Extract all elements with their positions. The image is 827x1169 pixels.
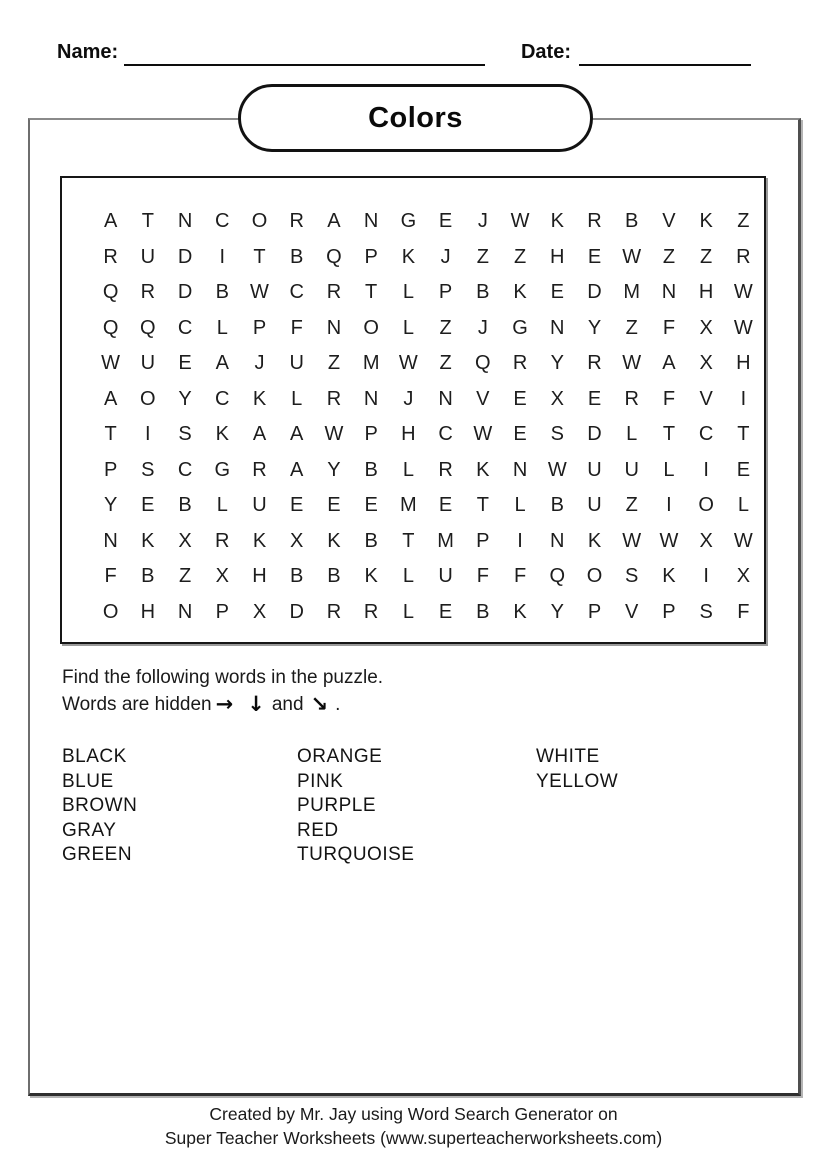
grid-letter: L — [626, 423, 638, 446]
grid-letter: I — [703, 458, 709, 481]
grid-letter: R — [512, 352, 528, 375]
word-list-item: GREEN — [62, 844, 133, 865]
grid-letter: U — [624, 458, 639, 481]
grid-letter: B — [625, 210, 639, 233]
grid-letter: M — [437, 529, 454, 552]
grid-letter: E — [290, 494, 304, 517]
grid-letter: B — [364, 458, 378, 481]
grid-letter: J — [477, 210, 488, 233]
grid-letter: W — [473, 423, 493, 446]
grid-letter: Q — [326, 245, 342, 268]
grid-letter: N — [550, 316, 565, 339]
grid-letter: T — [402, 529, 415, 552]
grid-letter: P — [438, 281, 453, 304]
grid-letter: Y — [550, 352, 564, 375]
grid-letter: T — [104, 423, 117, 446]
grid-letter: V — [625, 600, 639, 623]
grid-letter: L — [216, 316, 228, 339]
grid-letter: C — [698, 423, 714, 446]
grid-letter: Q — [549, 565, 566, 588]
grid-letter: R — [438, 458, 453, 481]
grid-letter: K — [401, 245, 416, 268]
page-title: Colors — [368, 101, 463, 134]
instructions-line2-prefix: Words are hidden — [62, 694, 212, 715]
grid-letter: L — [402, 565, 414, 588]
grid-letter: Z — [327, 352, 341, 375]
grid-letter: B — [178, 494, 192, 517]
grid-letter: C — [438, 423, 453, 446]
grid-letter: J — [440, 245, 451, 268]
word-list-item: PURPLE — [297, 795, 377, 816]
grid-letter: E — [364, 494, 378, 517]
grid-letter: W — [101, 352, 121, 375]
grid-letter: G — [214, 458, 231, 481]
grid-letter: H — [736, 352, 751, 375]
grid-letter: P — [587, 600, 602, 623]
footer-line1: Created by Mr. Jay using Word Search Generator on — [209, 1104, 618, 1124]
grid-letter: W — [733, 529, 753, 552]
grid-letter: B — [327, 565, 341, 588]
grid-letter: E — [587, 245, 602, 268]
word-list-item: BLUE — [62, 770, 114, 792]
grid-letter: S — [141, 458, 155, 481]
grid-letter: T — [476, 494, 489, 517]
grid-letter: R — [326, 281, 342, 304]
grid-letter: L — [663, 458, 675, 481]
grid-letter: I — [740, 387, 747, 410]
grid-letter: F — [476, 565, 489, 588]
grid-letter: L — [514, 494, 526, 517]
grid-letter: A — [103, 387, 118, 410]
grid-letter: V — [699, 387, 713, 410]
grid-letter: M — [362, 352, 380, 375]
grid-letter: V — [662, 210, 676, 233]
grid-letter: P — [364, 245, 378, 268]
date-label: Date: — [520, 41, 571, 63]
grid-letter: R — [624, 387, 639, 410]
grid-letter: W — [510, 210, 530, 233]
grid-letter: I — [517, 529, 523, 552]
grid-letter: M — [400, 494, 417, 517]
grid-letter: F — [737, 600, 750, 623]
grid-letter: K — [550, 210, 564, 233]
grid-letter: Z — [178, 565, 192, 588]
grid-letter: Z — [513, 245, 527, 268]
grid-letter: O — [363, 316, 379, 339]
grid-letter: K — [513, 281, 527, 304]
grid-letter: X — [550, 387, 564, 410]
grid-letter: V — [476, 387, 490, 410]
grid-letter: E — [438, 210, 453, 233]
grid-letter: D — [289, 600, 304, 623]
grid-letter: T — [365, 281, 378, 304]
grid-letter: L — [402, 458, 414, 481]
grid-letter: E — [178, 352, 192, 375]
word-list-item: PINK — [297, 770, 344, 792]
grid-letter: B — [215, 281, 229, 304]
footer-credit — [0, 1103, 827, 1150]
grid-letter: B — [364, 529, 378, 552]
name-write-line — [124, 40, 485, 66]
grid-letter: U — [587, 494, 602, 517]
grid-letter: W — [622, 529, 642, 552]
footer-line2: Super Teacher Worksheets (www.superteacherworksheets.com) — [164, 1127, 663, 1148]
grid-letter: O — [586, 565, 603, 588]
grid-letter: B — [476, 281, 490, 304]
grid-letter: N — [103, 529, 118, 552]
instructions — [62, 665, 383, 718]
grid-letter: Q — [102, 316, 119, 339]
puzzle-grid — [60, 176, 766, 644]
grid-letter: U — [140, 245, 156, 268]
grid-letter: X — [215, 565, 229, 588]
grid-letter: T — [141, 210, 154, 233]
grid-letter: Z — [737, 210, 750, 233]
grid-letter: T — [662, 423, 676, 446]
grid-letter: X — [290, 529, 304, 552]
grid-letter: Z — [439, 316, 452, 339]
grid-letter: A — [662, 352, 676, 375]
grid-letter: X — [699, 316, 713, 339]
diagonal-arrow-icon: ↘ — [310, 692, 329, 716]
grid-letter: K — [476, 458, 490, 481]
grid-letter: E — [587, 387, 602, 410]
grid-letter: O — [140, 387, 156, 410]
grid-letter: Q — [475, 352, 491, 375]
grid-letter: E — [438, 600, 453, 623]
grid-letter: U — [289, 352, 304, 375]
grid-letter: K — [587, 529, 602, 552]
grid-letter: Z — [662, 245, 676, 268]
grid-letter: I — [219, 245, 226, 268]
grid-letter: R — [289, 210, 304, 233]
grid-letter: L — [402, 316, 414, 339]
grid-letter: X — [736, 565, 751, 588]
grid-letter: Y — [587, 316, 602, 339]
grid-letter: C — [289, 281, 304, 304]
grid-letter: Z — [625, 316, 638, 339]
grid-letter: W — [324, 423, 344, 446]
grid-letter: Y — [178, 387, 192, 410]
grid-letter: U — [438, 565, 453, 588]
grid-letter: A — [290, 458, 304, 481]
grid-letter: Z — [625, 494, 638, 517]
grid-letter: F — [104, 565, 117, 588]
grid-letter: E — [438, 494, 453, 517]
date-write-line — [579, 40, 751, 66]
right-arrow-icon: → — [215, 692, 234, 716]
grid-letter: E — [513, 387, 527, 410]
grid-letter: T — [737, 423, 750, 446]
grid-letter: H — [698, 281, 714, 304]
header-row — [57, 40, 751, 64]
grid-letter: N — [438, 387, 453, 410]
grid-letter: H — [252, 565, 267, 588]
grid-letter: Y — [103, 494, 118, 517]
grid-letter: F — [662, 316, 676, 339]
grid-letter: W — [622, 245, 642, 268]
grid-letter: R — [140, 281, 156, 304]
grid-letter: K — [364, 565, 378, 588]
grid-letter: E — [141, 494, 155, 517]
grid-letter: R — [326, 387, 342, 410]
grid-letter: K — [327, 529, 341, 552]
grid-letter: R — [326, 600, 342, 623]
grid-letter: E — [550, 281, 564, 304]
grid-letter: W — [547, 458, 567, 481]
grid-letter: K — [215, 423, 229, 446]
grid-letter: I — [145, 423, 151, 446]
grid-letter: B — [141, 565, 155, 588]
grid-letter: P — [252, 316, 267, 339]
word-list-item: GRAY — [62, 819, 117, 841]
grid-letter: L — [737, 494, 749, 517]
grid-letter: A — [215, 352, 229, 375]
word-list-item: TURQUOISE — [297, 844, 415, 865]
grid-letter: W — [622, 352, 642, 375]
word-list-item: YELLOW — [536, 770, 619, 792]
grid-letter: N — [363, 210, 379, 233]
grid-letter: L — [402, 281, 414, 304]
word-list-column — [297, 745, 536, 868]
grid-letter: C — [215, 210, 230, 233]
grid-letter: A — [252, 423, 267, 446]
grid-letter: F — [662, 387, 676, 410]
grid-letter: C — [177, 316, 193, 339]
grid-letter: R — [587, 210, 602, 233]
grid-letter: P — [364, 423, 378, 446]
grid-letter: N — [550, 529, 565, 552]
grid-letter: N — [363, 387, 379, 410]
grid-letter: P — [662, 600, 676, 623]
instructions-line2 — [62, 691, 383, 718]
grid-letter: W — [733, 281, 753, 304]
grid-letter: S — [625, 565, 639, 588]
grid-letter: W — [659, 529, 679, 552]
grid-letter: X — [699, 529, 713, 552]
grid-letter: O — [698, 494, 714, 517]
grid-letter: R — [252, 458, 267, 481]
grid-letter: L — [216, 494, 228, 517]
grid-letter: J — [403, 387, 414, 410]
grid-letter: S — [550, 423, 564, 446]
grid-letter: A — [103, 210, 118, 233]
grid-letter: D — [177, 281, 193, 304]
grid-letter: E — [327, 494, 341, 517]
grid-letter: B — [476, 600, 490, 623]
grid-letter: O — [102, 600, 119, 623]
grid-letter: C — [177, 458, 193, 481]
grid-letter: N — [177, 600, 193, 623]
grid-letter: K — [252, 387, 267, 410]
instructions-period: . — [335, 694, 341, 715]
grid-letter: X — [699, 352, 713, 375]
grid-letter: B — [550, 494, 564, 517]
word-list-item: WHITE — [536, 746, 600, 767]
grid-letter: E — [736, 458, 751, 481]
grid-letter: X — [252, 600, 267, 623]
instructions-and-text: and — [271, 694, 304, 715]
grid-letter: R — [587, 352, 602, 375]
grid-letter: N — [177, 210, 193, 233]
grid-letter: K — [662, 565, 676, 588]
grid-letter: Z — [700, 245, 713, 268]
grid-letter: R — [215, 529, 230, 552]
grid-letter: Y — [550, 600, 564, 623]
grid-letter: D — [587, 281, 602, 304]
grid-letter: K — [252, 529, 267, 552]
grid-letter: P — [215, 600, 229, 623]
grid-letter: M — [623, 281, 641, 304]
grid-letter: Q — [140, 316, 156, 339]
grid-letter: R — [363, 600, 379, 623]
grid-letter: D — [177, 245, 193, 268]
grid-letter: B — [290, 245, 304, 268]
grid-letter: P — [103, 458, 118, 481]
grid-letter: T — [253, 245, 266, 268]
grid-letter: W — [398, 352, 418, 375]
grid-letter: H — [140, 600, 156, 623]
grid-letter: D — [587, 423, 602, 446]
grid-letter: S — [178, 423, 192, 446]
grid-letter: U — [587, 458, 602, 481]
grid-letter: N — [512, 458, 528, 481]
grid-letter: L — [291, 387, 303, 410]
name-label: Name: — [57, 41, 119, 63]
grid-letter: S — [699, 600, 713, 623]
title-pill — [238, 84, 593, 152]
grid-letter: U — [140, 352, 156, 375]
grid-letter: J — [477, 316, 488, 339]
grid-letter: N — [326, 316, 342, 339]
grid-letter: G — [400, 210, 417, 233]
grid-letter: H — [550, 245, 565, 268]
grid-letter: P — [476, 529, 490, 552]
grid-letter: A — [327, 210, 341, 233]
grid-letter: F — [290, 316, 303, 339]
grid-letter: W — [733, 316, 753, 339]
grid-letter: E — [513, 423, 527, 446]
word-list-item: BROWN — [62, 795, 138, 816]
grid-letter: O — [251, 210, 268, 233]
grid-letter: J — [254, 352, 265, 375]
instructions-line1: Find the following words in the puzzle. — [62, 667, 384, 688]
grid-letter: A — [290, 423, 304, 446]
grid-letter: N — [661, 281, 677, 304]
grid-letter: C — [215, 387, 230, 410]
grid-letter: X — [178, 529, 192, 552]
grid-letter: R — [736, 245, 751, 268]
grid-letter: U — [252, 494, 267, 517]
grid-letter: K — [699, 210, 713, 233]
word-list-item: BLACK — [62, 746, 127, 767]
word-list-column — [62, 745, 297, 868]
grid-letter: K — [141, 529, 155, 552]
word-list-item: ORANGE — [297, 746, 383, 767]
grid-letter: I — [666, 494, 672, 517]
grid-letter: W — [250, 281, 269, 304]
word-list-column — [536, 745, 696, 868]
down-arrow-icon: ↓ — [247, 692, 265, 716]
grid-letter: Q — [102, 281, 119, 304]
grid-letter: I — [703, 565, 709, 588]
grid-letter: G — [512, 316, 528, 339]
grid-letter: Z — [439, 352, 452, 375]
grid-letter: R — [103, 245, 118, 268]
grid-letter: L — [402, 600, 414, 623]
grid-letter: H — [401, 423, 416, 446]
grid-letter: K — [513, 600, 527, 623]
word-list — [62, 745, 722, 868]
word-list-item: RED — [297, 819, 339, 841]
grid-letter: Z — [476, 245, 489, 268]
grid-letter: B — [290, 565, 304, 588]
grid-letter: Y — [327, 458, 341, 481]
grid-letter: F — [513, 565, 527, 588]
